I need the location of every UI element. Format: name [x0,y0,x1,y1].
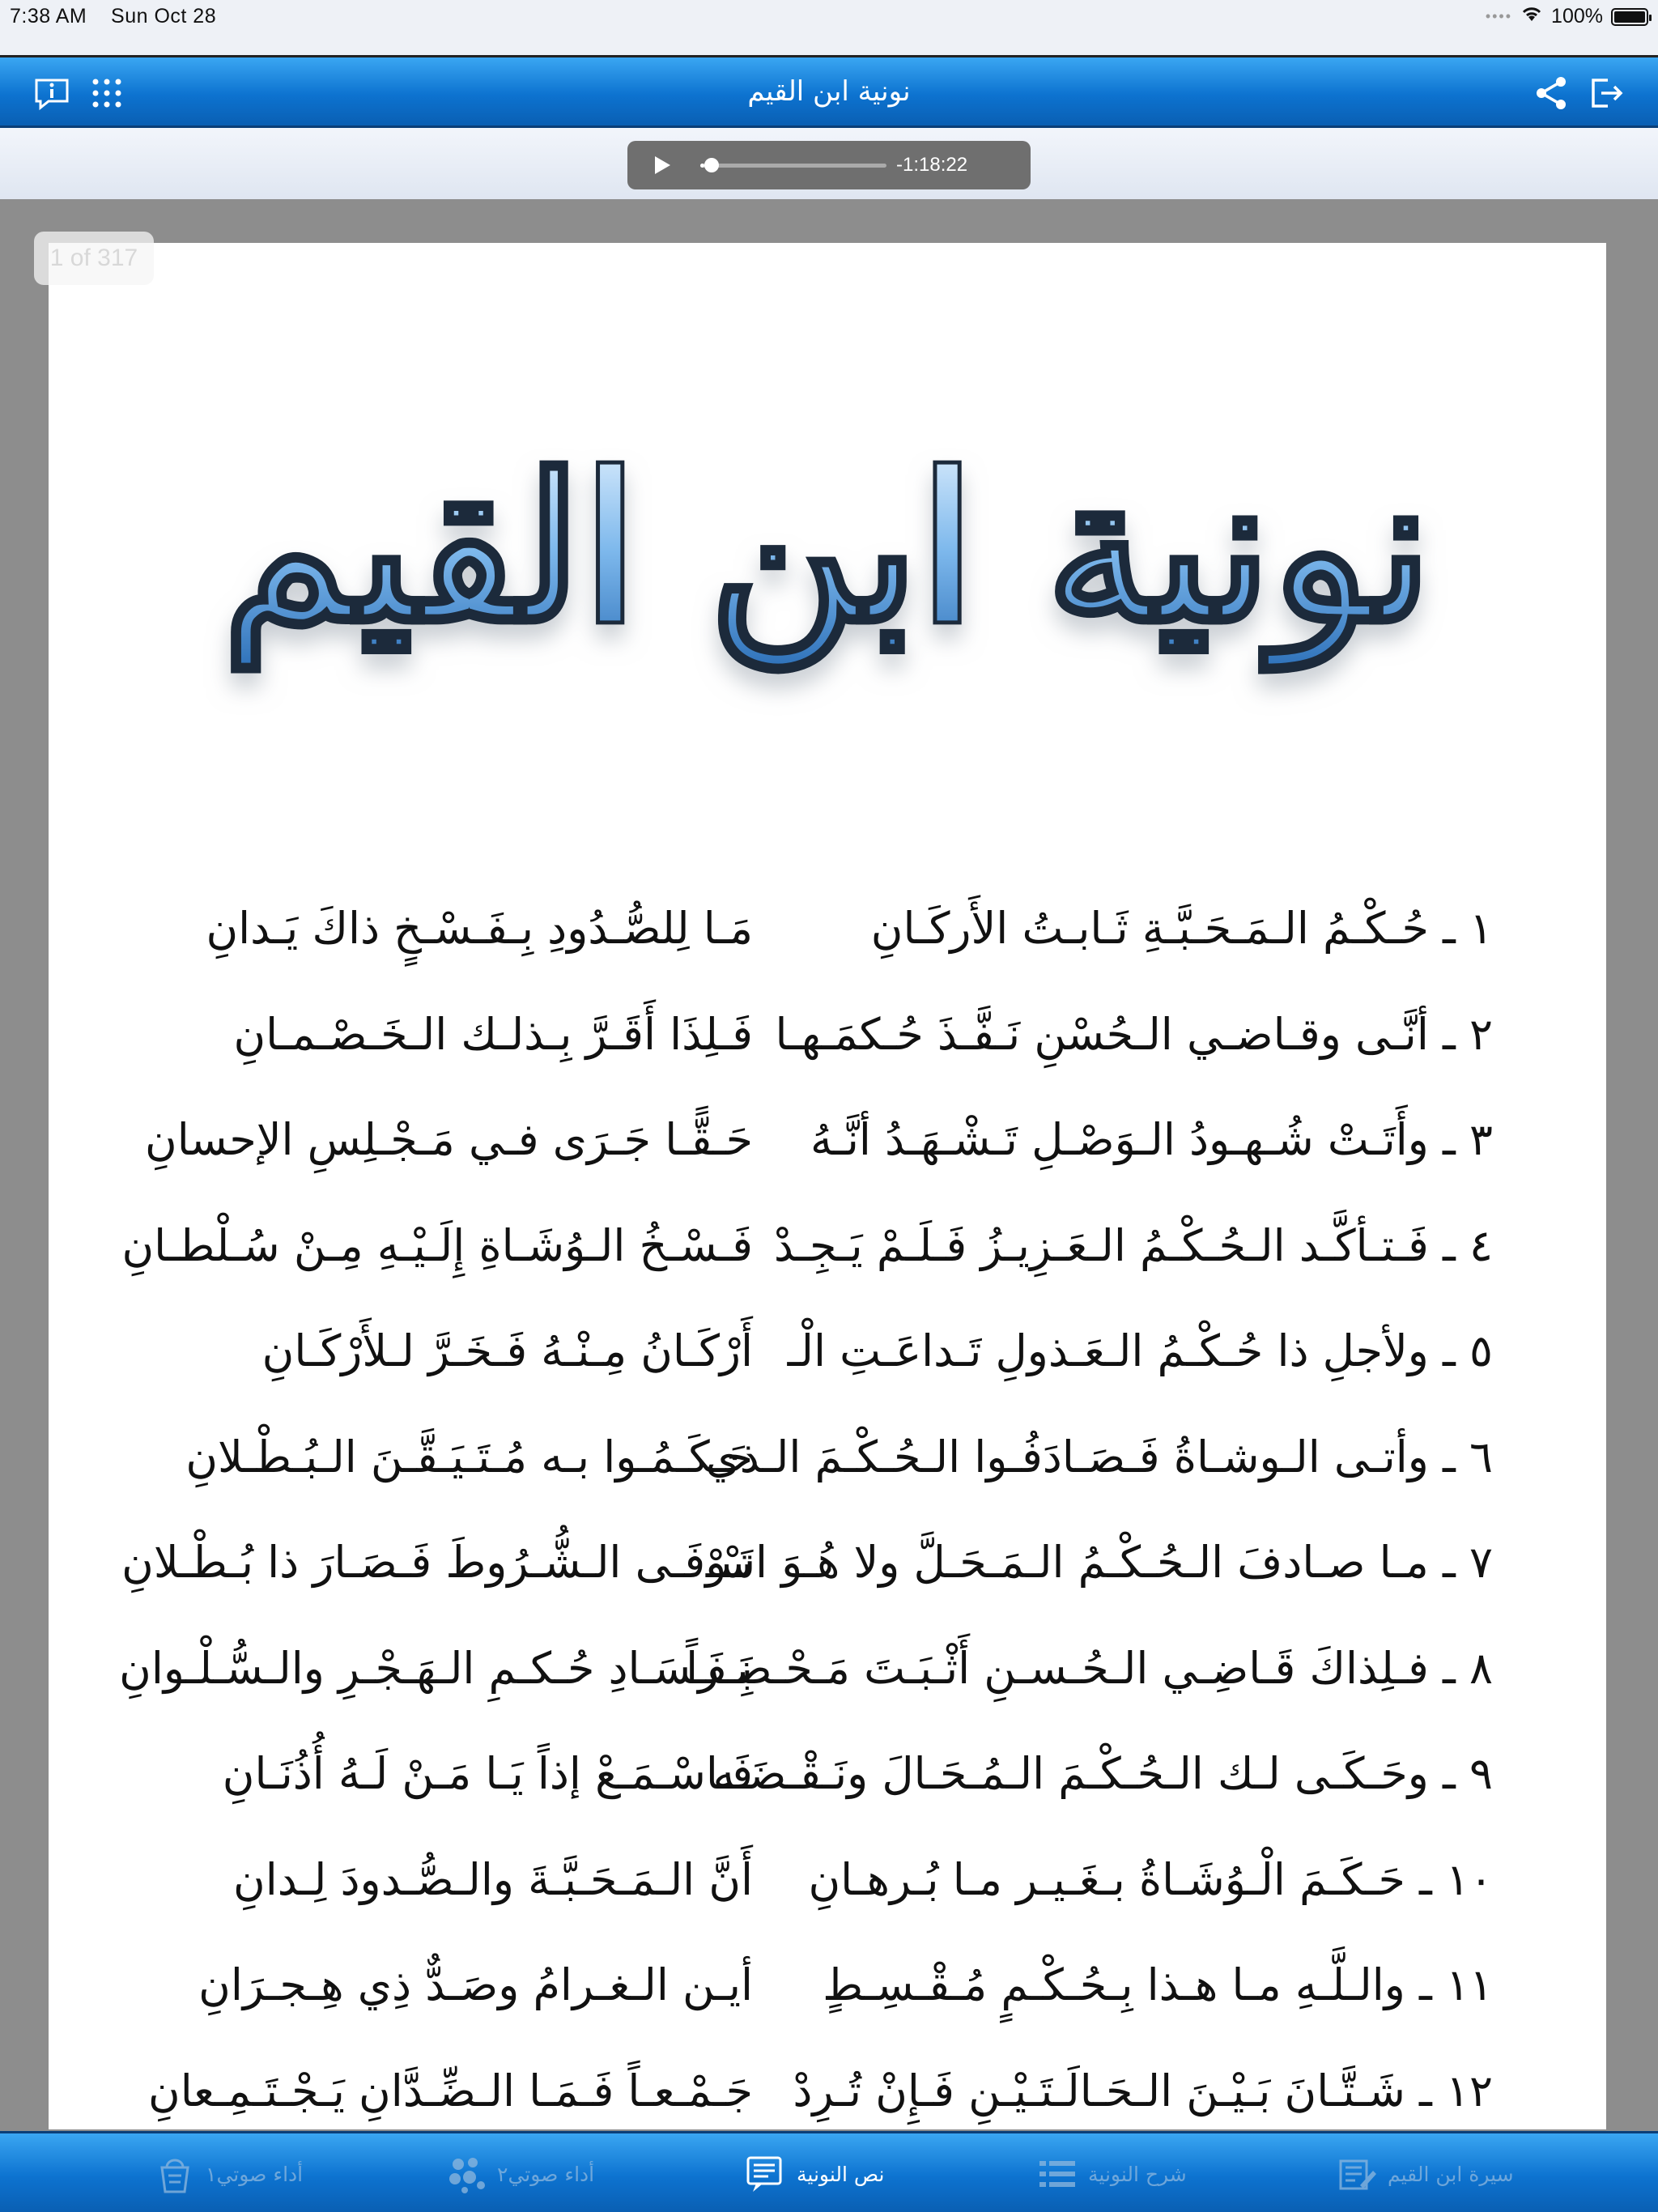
verse-second-hemistich: بِـفَـسَـادِ حُـكـمِ الـهَـجْـرِ والـسُّـلْـوانِ [119,1642,753,1694]
verse-second-hemistich: أَنَّ الـمَـحَـبَّـةَ والـصُّـدودَ لِـدانِ [233,1853,753,1905]
verse-first-hemistich: ٢ ـ أنَّـى وقـاضـي الـحُسْنِ نَـفَّـذَ حُـكمَـهـا [775,1008,1493,1060]
verse-first-hemistich: ٤ ـ فَـتـأكَّـد الـحُـكْـمُ الـعَـزِيـزُ فَـلَـمْ يَـجِـدْ [773,1219,1493,1271]
battery-icon [1611,8,1648,26]
tab-bar [0,2131,1658,2212]
progress-fill [700,164,704,168]
progress-track[interactable] [700,164,886,168]
player-strip [0,128,1658,199]
remaining-time: -1:18:22 [896,154,968,176]
verse-second-hemistich: حَـقًّـا جَـرَى فـي مَـجْـلِسِ الإحسانِ [145,1114,753,1165]
verse-second-hemistich: فَـسْـخُ الـوُشَـاةِ إِلَـيْـهِ مِـنْ سُـلْطـانِ [121,1219,753,1271]
status-date: Sun Oct 28 [111,5,217,28]
tab-label: أداء صوتي١ [206,2162,304,2186]
verse-row [49,1959,1606,2065]
audio-1-icon [154,2153,196,2195]
verse-first-hemistich: ١ ـ حُـكْـمُ الـمَـحَـبَّـةِ ثَـابـتُ الأَركَـانِ [870,903,1493,954]
tab-audio-1[interactable] [154,2148,303,2200]
tab-label: سيرة ابن القيم [1388,2162,1514,2186]
verse-row [49,1854,1606,1959]
verse-row [49,1537,1606,1642]
document-page[interactable] [49,243,1606,2129]
verse-second-hemistich: حَـكَـمُـوا بـه مُـتَـيَـقَّـنَ الـبُـطْـلانِ [185,1431,753,1482]
text-document-icon [745,2153,787,2195]
tab-audio-2[interactable] [445,2148,594,2200]
title-art [210,429,1444,713]
verse-first-hemistich: ٨ ـ فـلِذاكَ قَـاضِـي الـحُـسـنِ أَثْـبَـتَ مَـحْـضَـراً [686,1642,1493,1694]
page-indicator: 1 of 317 [34,232,154,285]
status-bar [0,0,1658,55]
verse-row [49,1325,1606,1431]
verse-first-hemistich: ٦ ـ وأتـى الـوشـاةُ فَـصَـادَفُـوا الـحُـكْـمَ الـذي [705,1431,1493,1482]
verse-row [49,1748,1606,1853]
verse-row [49,1009,1606,1114]
status-time: 7:38 AM [10,5,87,28]
title-art-text: نونية ابن القيم [222,429,1433,667]
tab-list[interactable] [1036,2148,1187,2200]
nav-bar [0,55,1658,128]
verse-second-hemistich: أَرْكَـانُ مِـنْـهُ فَـخَـرَّ لـلأَرْكَـانِ [261,1325,753,1376]
verse-row [49,1114,1606,1219]
wifi-icon [1520,5,1543,28]
tab-text-document[interactable] [745,2148,884,2200]
signal-dots-icon: •••• [1485,8,1513,24]
page-title: نونية ابن القيم [747,75,911,108]
tab-label: شرح النونية [1088,2162,1187,2186]
verse-first-hemistich: ١٠ ـ حَـكَـمَ الْـوُشَـاةُ بـغَـيـر مـا بُـرهـانِ [808,1853,1493,1905]
play-icon[interactable] [648,152,674,178]
audio-2-icon [445,2153,487,2195]
verse-first-hemistich: ١٢ ـ شَـتَّـانَ بَـيْـنَ الـحَـالَـتَـيْـنِ فَـإِنْ تُـرِدْ [793,2065,1493,2116]
verse-row [49,1220,1606,1325]
battery-percent: 100% [1551,5,1603,28]
tab-label: نص النونية [797,2162,885,2186]
verse-row [49,1431,1606,1537]
title-art-graphic [210,429,1444,713]
progress-thumb[interactable] [704,158,719,172]
verse-first-hemistich: ٩ ـ وحَـكَـى لـك الـحُـكْـمَ الـمُـحَـالَ ونَـقْـضَـه [712,1748,1493,1799]
verse-second-hemistich: جَـمْـعـاً فَـمَـا الـضِّـدَّانِ يَـجْـتَـمِـعانِ [148,2065,753,2116]
verse-first-hemistich: ١١ ـ والـلَّـهِ مـا هـذا بِـحُـكْـمٍ مُـقْـسِـطٍ [823,1959,1493,2010]
verse-first-hemistich: ٧ ـ مـا صـادفَ الـحُـكْـمُ الـمَـحَـلَّ ولا هُـوَ اسْـ [705,1537,1493,1588]
verse-row [49,903,1606,1008]
verse-second-hemistich: فَـلِذَا أَقَـرَّ بِـذلـك الـخَـصْـمـانِ [233,1008,753,1060]
verse-row [49,1643,1606,1748]
verse-second-hemistich: تَـوْفَـى الـشُّـرُوطَ فَـصَـارَ ذا بُـطْـلانِ [121,1537,753,1588]
verse-second-hemistich: أيـن الـغـرامُ وصَـدٌّ ذِي هِـجـرَانِ [198,1959,753,2010]
verse-first-hemistich: ٥ ـ ولأجلِ ذا حُـكْـمُ الـعَـذولِ تَـداعَـتِ الْـ [787,1325,1493,1376]
verse-second-hemistich: فَـاسْـمَـعْ إذاً يَـا مَـنْ لَـهُ أُذُنَـانِ [222,1748,753,1799]
tab-biography[interactable] [1336,2148,1514,2200]
list-icon [1036,2153,1078,2195]
biography-icon [1336,2153,1378,2195]
battery-fill [1614,11,1645,23]
share-icon[interactable] [1532,74,1571,113]
exit-icon[interactable] [1587,74,1626,113]
tab-label: أداء صوتي٢ [497,2162,595,2186]
verse-first-hemistich: ٣ ـ وأَتَـتْ شُـهـودُ الـوَصْـلِ تَـشْـهَـدُ أنَّـهُ [810,1114,1493,1165]
verse-second-hemistich: مَـا لِلصُّـدُودِ بِـفَـسْـخٍ ذاكَ يَـدانِ [206,903,753,954]
audio-player [627,141,1031,189]
